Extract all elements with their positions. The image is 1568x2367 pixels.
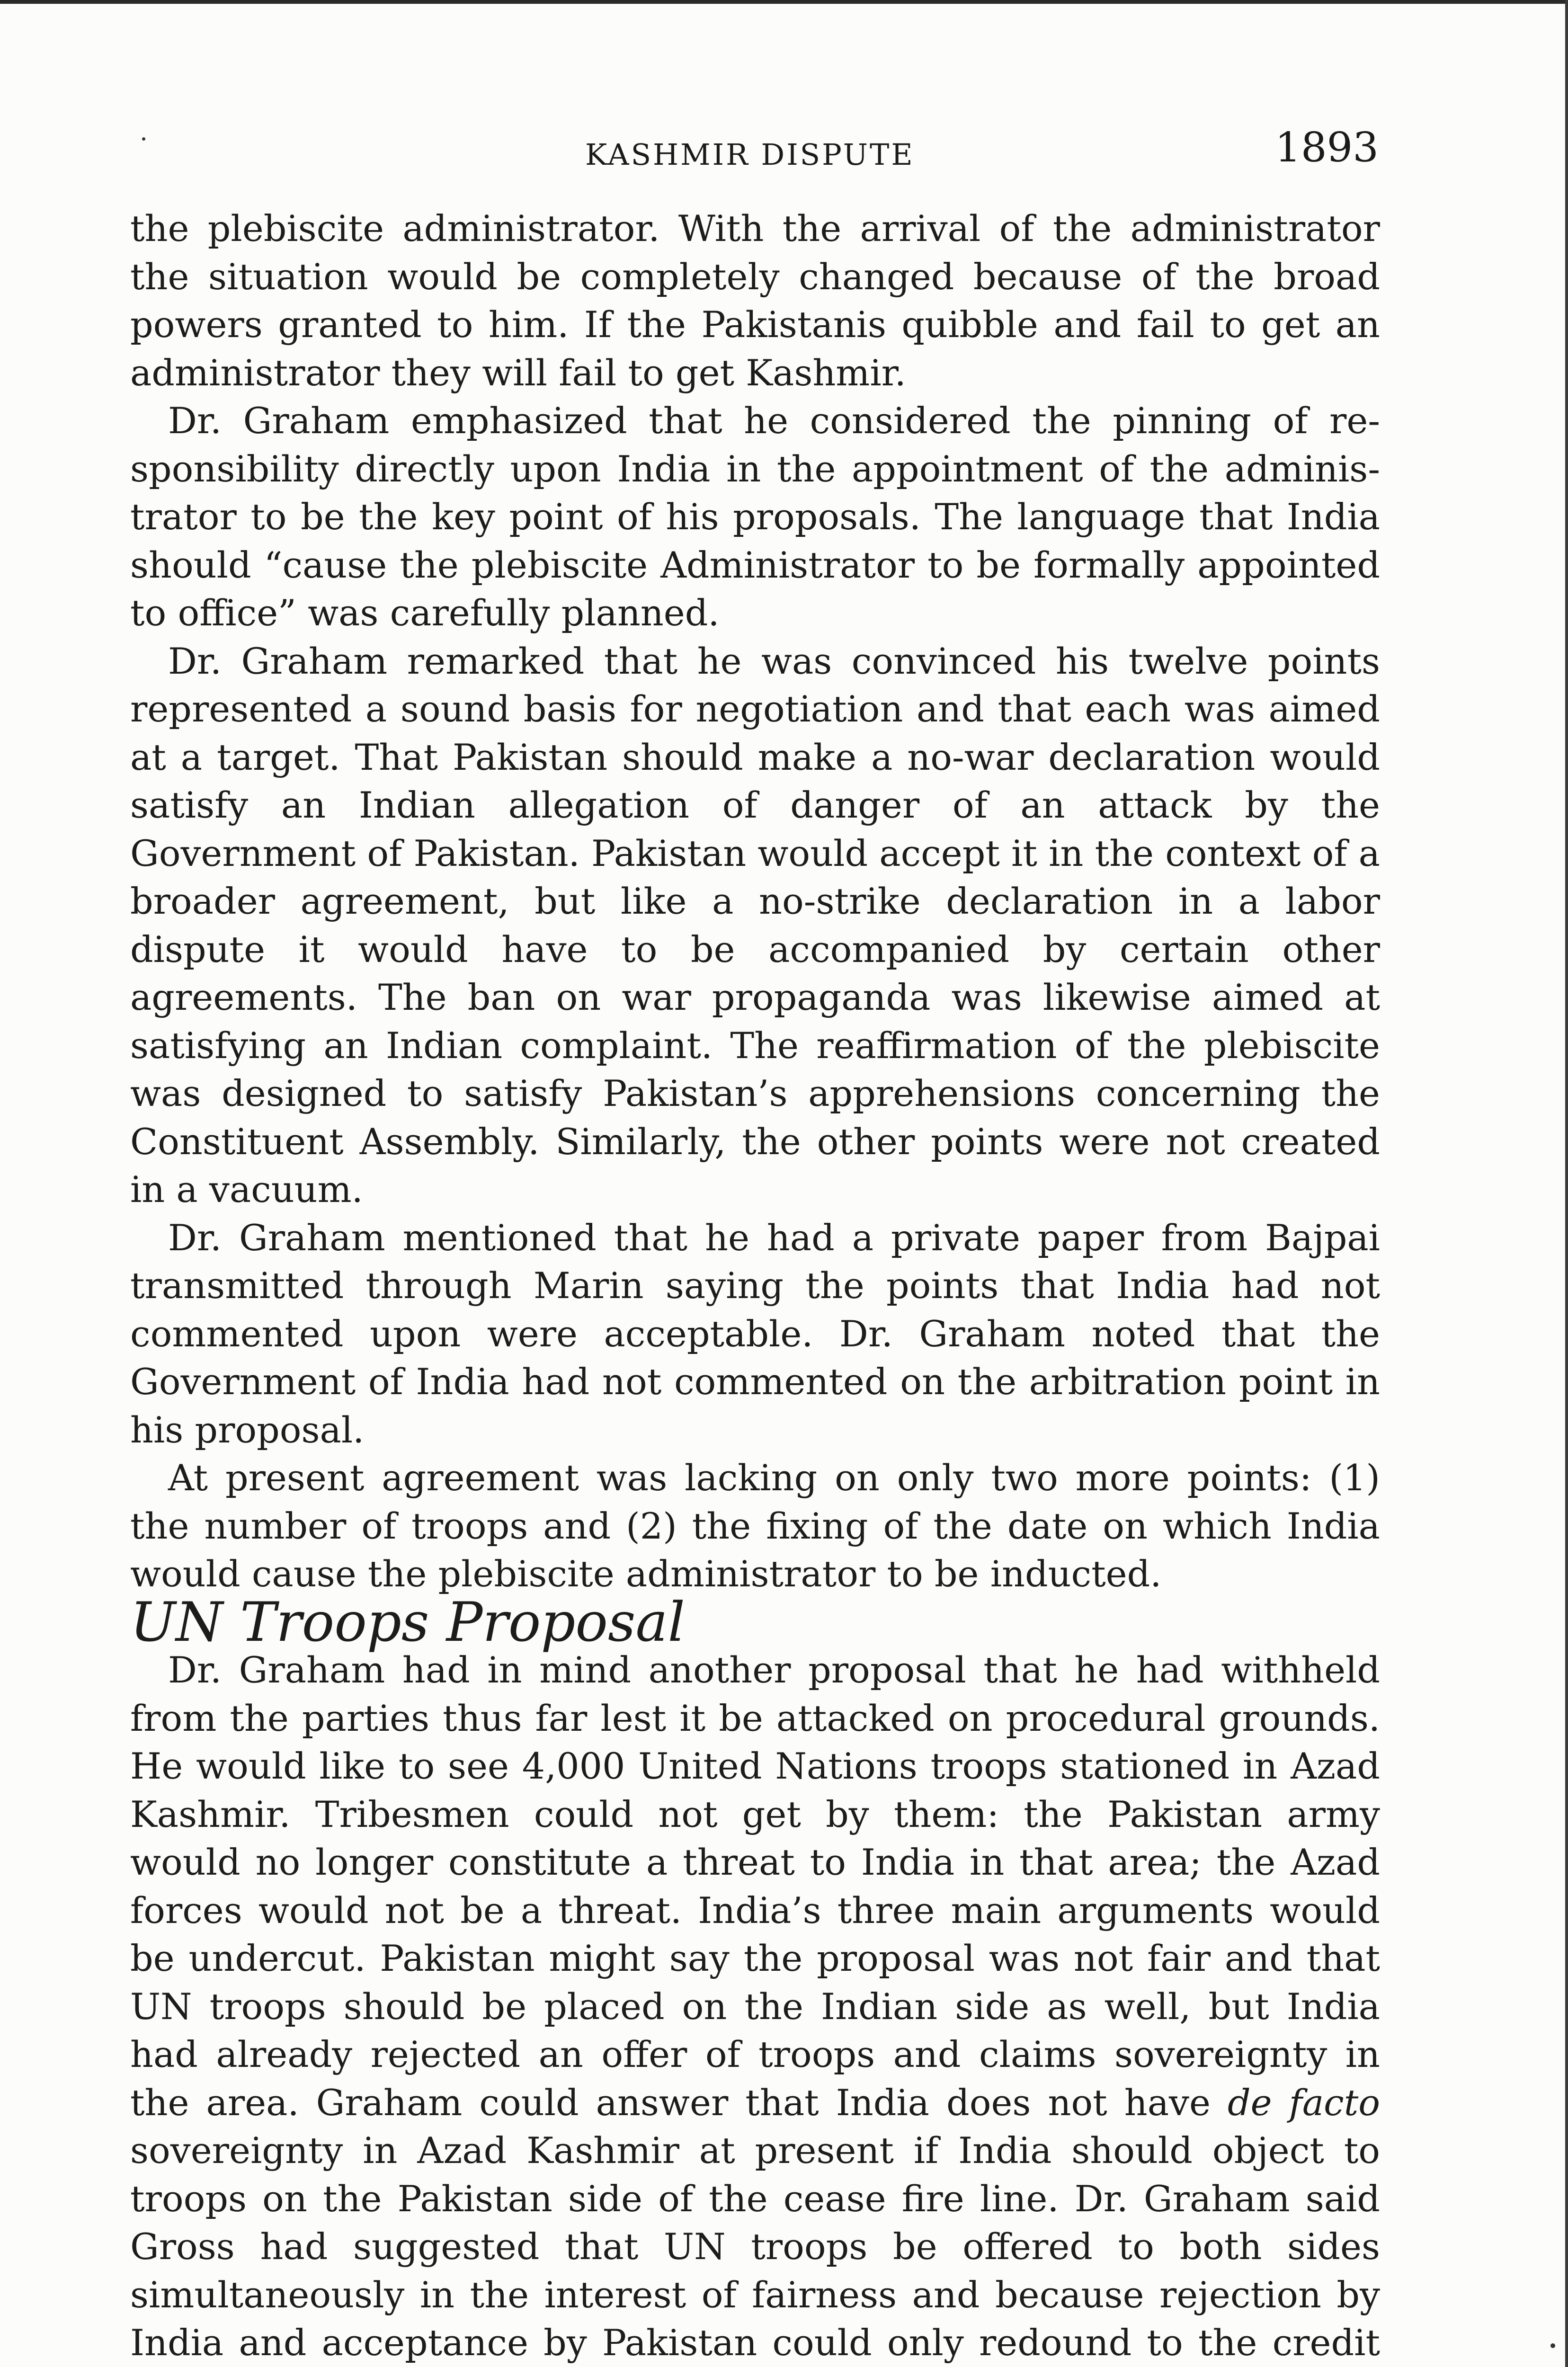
paragraph-4: Dr. Graham mentioned that he had a private paper from Bajpai transmitted through Marin saying the points that India had not commented upon were acceptable. Dr. Graham noted that the Government of India had not commented on the arbitration point in his proposal. [130,1216,1380,1451]
italic-phrase: de facto [1228,2081,1380,2124]
paragraph-6 [130,1646,1380,2367]
paragraph-5: At present agreement was lacking on only two more points: (1) the number of troops and (2) the fixing of the date on which India would cause the plebiscite administrator to be inducted. [130,1457,1380,1595]
section-heading: UN Troops Proposal [130,1590,685,1654]
paragraph-1: the plebiscite administrator. With the arrival of the administrator the situation would be completely changed because of the broad powers granted to him. If the Pakistanis quibble and fail to get an administrator they will fail to get Kashmir. [130,207,1380,394]
right-border [1565,0,1568,2367]
paragraph-2: Dr. Graham emphasized that he considered the pinning of responsibility directly upon India in the appointment of the administrator to be the key point of his proposals. The language that India should “cause the plebiscite Administrator to be formally appointed to office” was carefully planned. [130,400,1380,634]
scan-speck [142,137,145,141]
scan-speck [1550,2343,1555,2348]
paragraph-6-part1: Dr. Graham had in mind another proposal that he had withheld from the parties thus far lest it be attacked on procedural grounds. He would like to see 4,000 United Nations troops stationed in Azad Kashmir. Tribesmen could not get by them: the Pakistan army would no longer constitute a threat to India in that area; the Azad forces would not be a threat. India’s three main arguments would be undercut. Pakistan might say the proposal was not fair and that UN troops should be placed on the Indian side as well, but India had already rejected an offer of troops and claims sovereignty in the area. Graham could answer that India does not have [130,1649,1380,2124]
paragraph-3: Dr. Graham remarked that he was convinced his twelve points represented a sound basis for negotiation and that each was aimed at a target. That Pakistan should make a no-war declaration would satisfy an Indian allegation of danger of an attack by the Government of Pakistan. Pakistan would accept it in the context of a broader agreement, but like a no-strike declaration in a labor dispute it would have to be accompanied by certain other agreements. The ban on war propaganda was likewise aimed at satisfying an Indian complaint. The reaffirmation of the plebiscite was designed to satisfy Pakistan’s apprehensions concerning the Constituent Assembly. Similarly, the other points were not created in a vacuum. [130,640,1380,1210]
page-number: 1893 [1275,124,1379,171]
body-text [130,205,1380,2367]
paragraph-6-part2: sovereignty in Azad Kashmir at present if India should object to troops on the Pakistan side of the cease fire line. Dr. Graham said Gross had suggested that UN troops be offered to both sides simultaneously in the interest of fairness and because rejection by India and acceptance by Pakistan could only redound to the credit [130,2129,1380,2364]
top-border [0,0,1568,4]
running-head: KASHMIR DISPUTE [585,137,915,172]
